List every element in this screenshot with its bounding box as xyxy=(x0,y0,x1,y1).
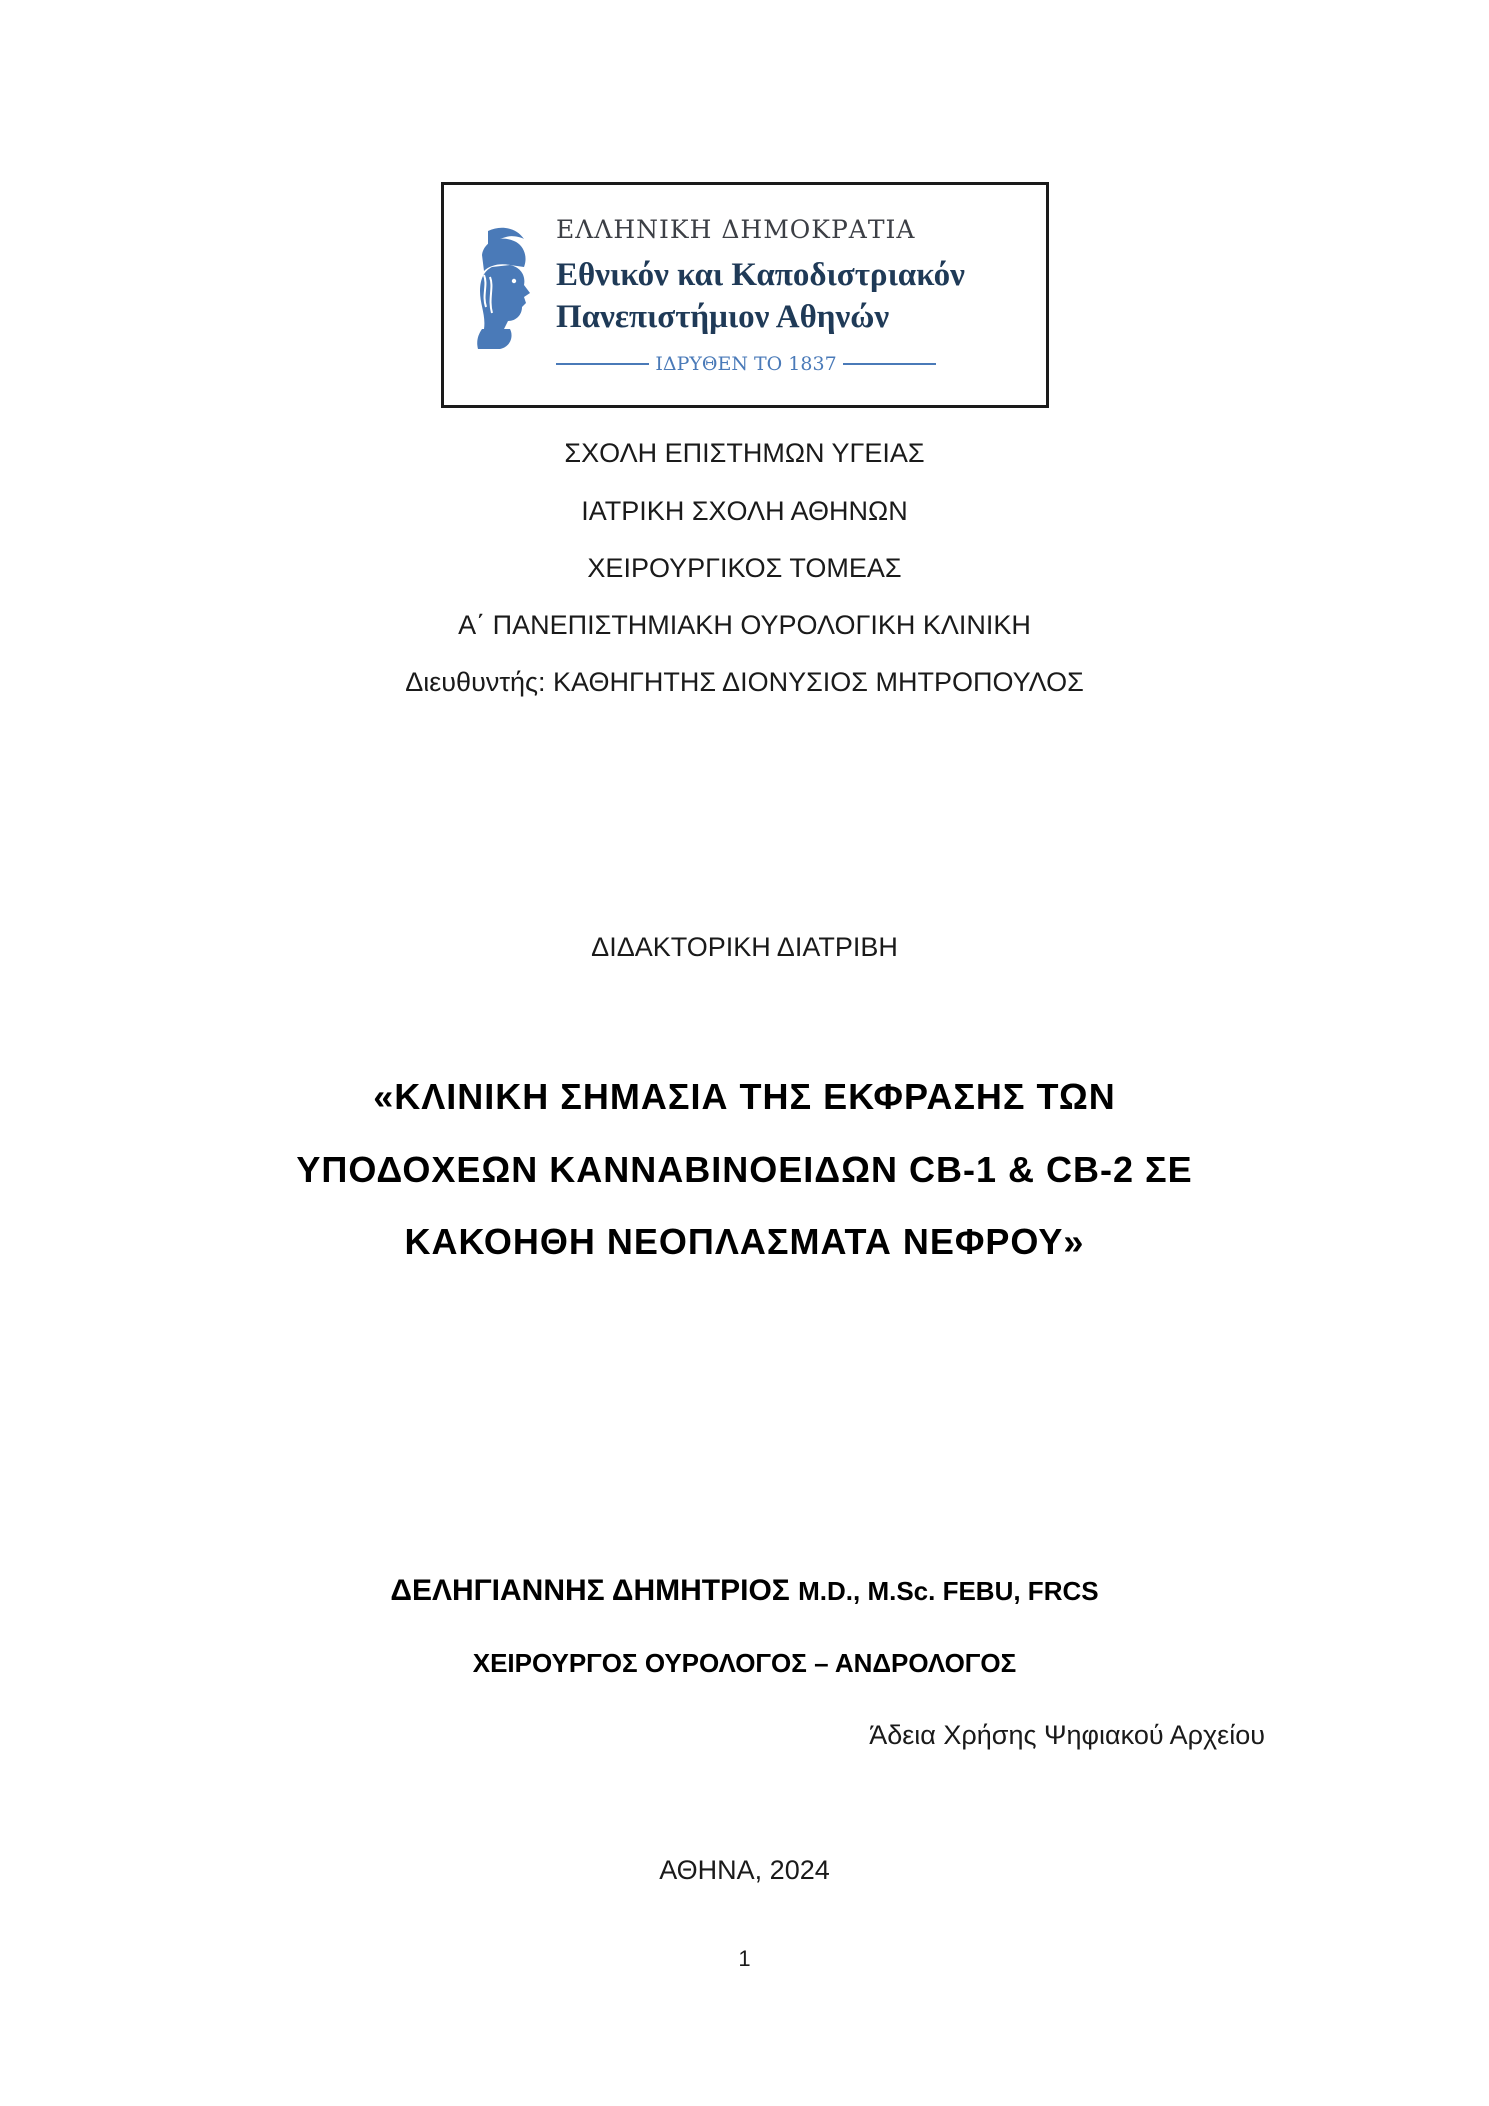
clinic-director: Διευθυντής: ΚΑΘΗΓΗΤΗΣ ΔΙΟΝΥΣΙΟΣ ΜΗΤΡΟΠΟΥΛΟΣ xyxy=(405,667,1084,697)
logo-founded-text: ΙΔΡΥΘΕΝ ΤΟ 1837 xyxy=(655,353,837,375)
digital-file-license: Άδεια Χρήσης Ψηφιακού Αρχείου xyxy=(869,1720,1265,1750)
faculty-name: ΙΑΤΡΙΚΗ ΣΧΟΛΗ ΑΘΗΝΩΝ xyxy=(581,496,908,526)
logo-founded-row xyxy=(556,351,936,377)
place-date: ΑΘΗΝΑ, 2024 xyxy=(659,1855,830,1885)
author-name: ΔΕΛΗΓΙΑΝΝΗΣ ΔΗΜΗΤΡΙΟΣ xyxy=(390,1574,790,1607)
thesis-title-line-2: ΥΠΟΔΟΧΕΩΝ ΚΑΝΝΑΒΙΝΟΕΙΔΩΝ CB-1 & CB-2 ΣΕ xyxy=(296,1149,1193,1190)
thesis-title-line-1: «ΚΛΙΝΙΚΗ ΣΗΜΑΣΙΑ ΤΗΣ ΕΚΦΡΑΣΗΣ ΤΩΝ xyxy=(373,1076,1116,1117)
author-credentials: M.D., M.Sc. FEBU, FRCS xyxy=(798,1576,1099,1606)
author-line xyxy=(0,1574,1489,1608)
school-name: ΣΧΟΛΗ ΕΠΙΣΤΗΜΩΝ ΥΓΕΙΑΣ xyxy=(564,438,925,468)
page-number: 1 xyxy=(738,1946,751,1971)
thesis-type: ΔΙΔΑΚΤΟΡΙΚΗ ΔΙΑΤΡΙΒΗ xyxy=(591,932,898,962)
logo-rule-right xyxy=(843,363,936,365)
clinic-name: Α΄ ΠΑΝΕΠΙΣΤΗΜΙΑΚΗ ΟΥΡΟΛΟΓΙΚΗ ΚΛΙΝΙΚΗ xyxy=(458,610,1031,640)
logo-university-name-line1: Εθνικόν και Καποδιστριακόν xyxy=(556,257,965,293)
department-name: ΧΕΙΡΟΥΡΓΙΚΟΣ ΤΟΜΕΑΣ xyxy=(587,553,902,583)
logo-rule-left xyxy=(556,363,649,365)
logo-republic-text: ΕΛΛΗΝΙΚΗ ΔΗΜΟΚΡΑΤΙΑ xyxy=(556,215,916,244)
thesis-title-line-3: ΚΑΚΟΗΘΗ ΝΕΟΠΛΑΣΜΑΤΑ ΝΕΦΡΟΥ» xyxy=(404,1221,1085,1262)
athena-head-emblem-icon xyxy=(470,225,534,353)
author-profession: ΧΕΙΡΟΥΡΓΟΣ ΟΥΡΟΛΟΓΟΣ – ΑΝΔΡΟΛΟΓΟΣ xyxy=(472,1648,1017,1678)
logo-university-name-line2: Πανεπιστήμιον Αθηνών xyxy=(556,299,890,335)
university-logo xyxy=(441,182,1049,408)
